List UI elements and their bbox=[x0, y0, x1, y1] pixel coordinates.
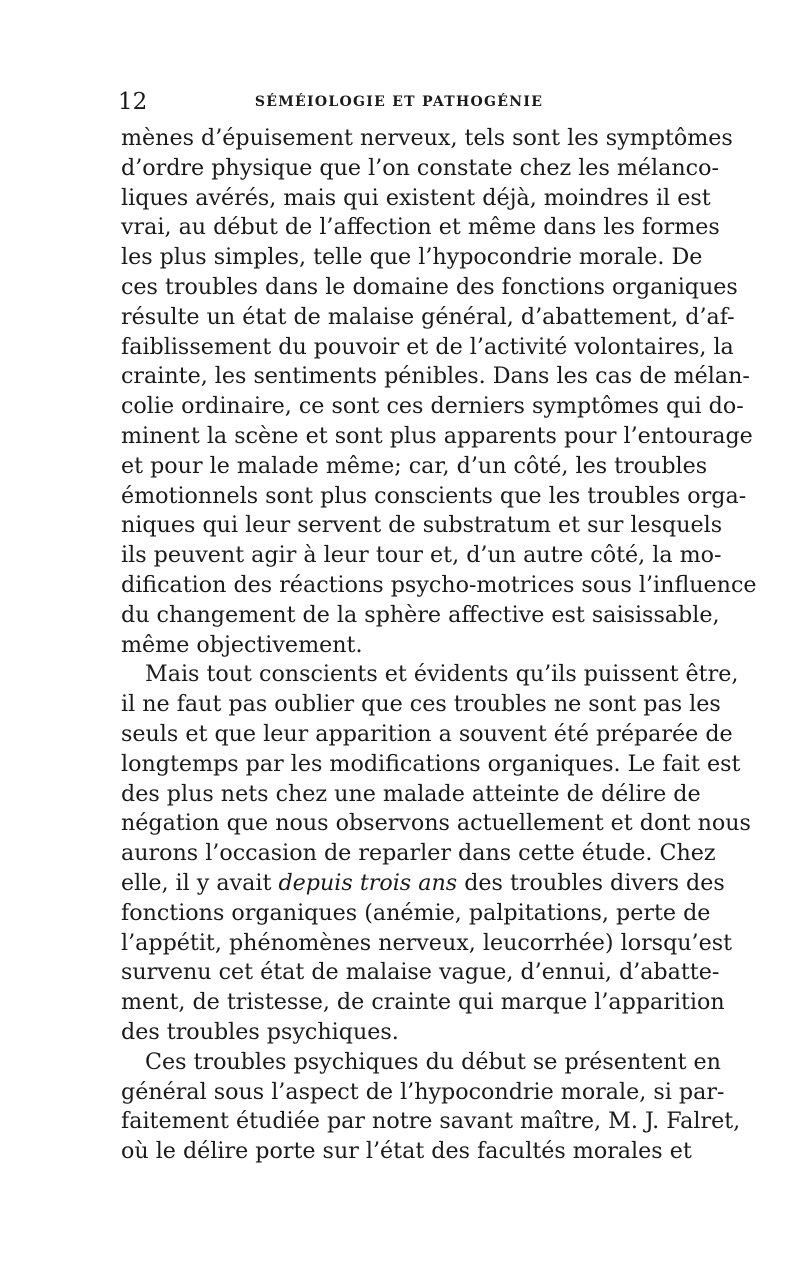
text-line: d’ordre physique que l’on constate chez les mélanco- bbox=[121, 154, 719, 181]
text-line: même objectivement. bbox=[121, 631, 363, 658]
text-line: survenu cet état de malaise vague, d’ennui, d’abatte- bbox=[121, 959, 720, 986]
text-line: général sous l’aspect de l’hypocondrie morale, si par- bbox=[121, 1078, 725, 1105]
running-title: SÉMÉIOLOGIE ET PATHOGÉNIE bbox=[254, 94, 544, 110]
text-line: crainte, les sentiments pénibles. Dans les cas de mélan- bbox=[121, 363, 750, 390]
text-line: liques avérés, mais qui existent déjà, moindres il est bbox=[121, 184, 711, 211]
text-line: dification des réactions psycho-motrices sous l’influence bbox=[121, 571, 757, 598]
text-line-with-italic bbox=[121, 869, 725, 899]
text-line: ils peuvent agir à leur tour et, d’un autre côté, la mo- bbox=[121, 542, 722, 569]
italic-phrase: depuis trois ans bbox=[278, 869, 458, 896]
text-line: les plus simples, telle que l’hypocondrie morale. De bbox=[121, 244, 703, 271]
text-line: faitement étudiée par notre savant maître, M. J. Falret, bbox=[121, 1108, 741, 1135]
body-text bbox=[121, 124, 757, 1167]
text-line: ces troubles dans le domaine des fonctions organiques bbox=[121, 273, 738, 300]
text-line: seuls et que leur apparition a souvent été préparée de bbox=[121, 720, 733, 747]
text-line: des troubles psychiques. bbox=[121, 1018, 399, 1045]
text-line: minent la scène et sont plus apparents pour l’entourage bbox=[121, 422, 753, 449]
page-number: 12 bbox=[118, 89, 148, 115]
paragraph-start-line: Ces troubles psychiques du début se présentent en bbox=[145, 1048, 721, 1075]
text-line: ment, de tristesse, de crainte qui marque l’apparition bbox=[121, 989, 725, 1016]
text-line: des plus nets chez une malade atteinte de délire de bbox=[121, 780, 701, 807]
text-line: l’appétit, phénomènes nerveux, leucorrhée) lorsqu’est bbox=[121, 929, 733, 956]
text-line: et pour le malade même; car, d’un côté, les troubles bbox=[121, 452, 708, 479]
text-segment: elle, il y avait bbox=[121, 869, 279, 896]
text-line: aurons l’occasion de reparler dans cette étude. Chez bbox=[121, 840, 716, 867]
text-line: résulte un état de malaise général, d’abattement, d’af- bbox=[121, 303, 735, 330]
text-line: niques qui leur servent de substratum et sur lesquels bbox=[121, 512, 723, 539]
page-header bbox=[118, 88, 680, 116]
text-line: où le délire porte sur l’état des facultés morales et bbox=[121, 1138, 692, 1165]
text-line: du changement de la sphère affective est saisissable, bbox=[121, 601, 720, 628]
text-line: il ne faut pas oublier que ces troubles ne sont pas les bbox=[121, 691, 721, 718]
text-line: longtemps par les modifications organiques. Le fait est bbox=[121, 750, 741, 777]
text-line: fonctions organiques (anémie, palpitations, perte de bbox=[121, 899, 711, 926]
text-line: faiblissement du pouvoir et de l’activité volontaires, la bbox=[121, 333, 734, 360]
text-line: colie ordinaire, ce sont ces derniers symptômes qui do- bbox=[121, 393, 744, 420]
text-line: négation que nous observons actuellement et dont nous bbox=[121, 810, 751, 837]
paragraph-start-line: Mais tout conscients et évidents qu’ils puissent être, bbox=[145, 661, 739, 688]
text-line: mènes d’épuisement nerveux, tels sont les symptômes bbox=[121, 125, 733, 151]
text-segment: des troubles divers des bbox=[457, 869, 725, 896]
text-line: émotionnels sont plus conscients que les troubles orga- bbox=[121, 482, 747, 509]
text-line: vrai, au début de l’affection et même dans les formes bbox=[121, 214, 720, 241]
